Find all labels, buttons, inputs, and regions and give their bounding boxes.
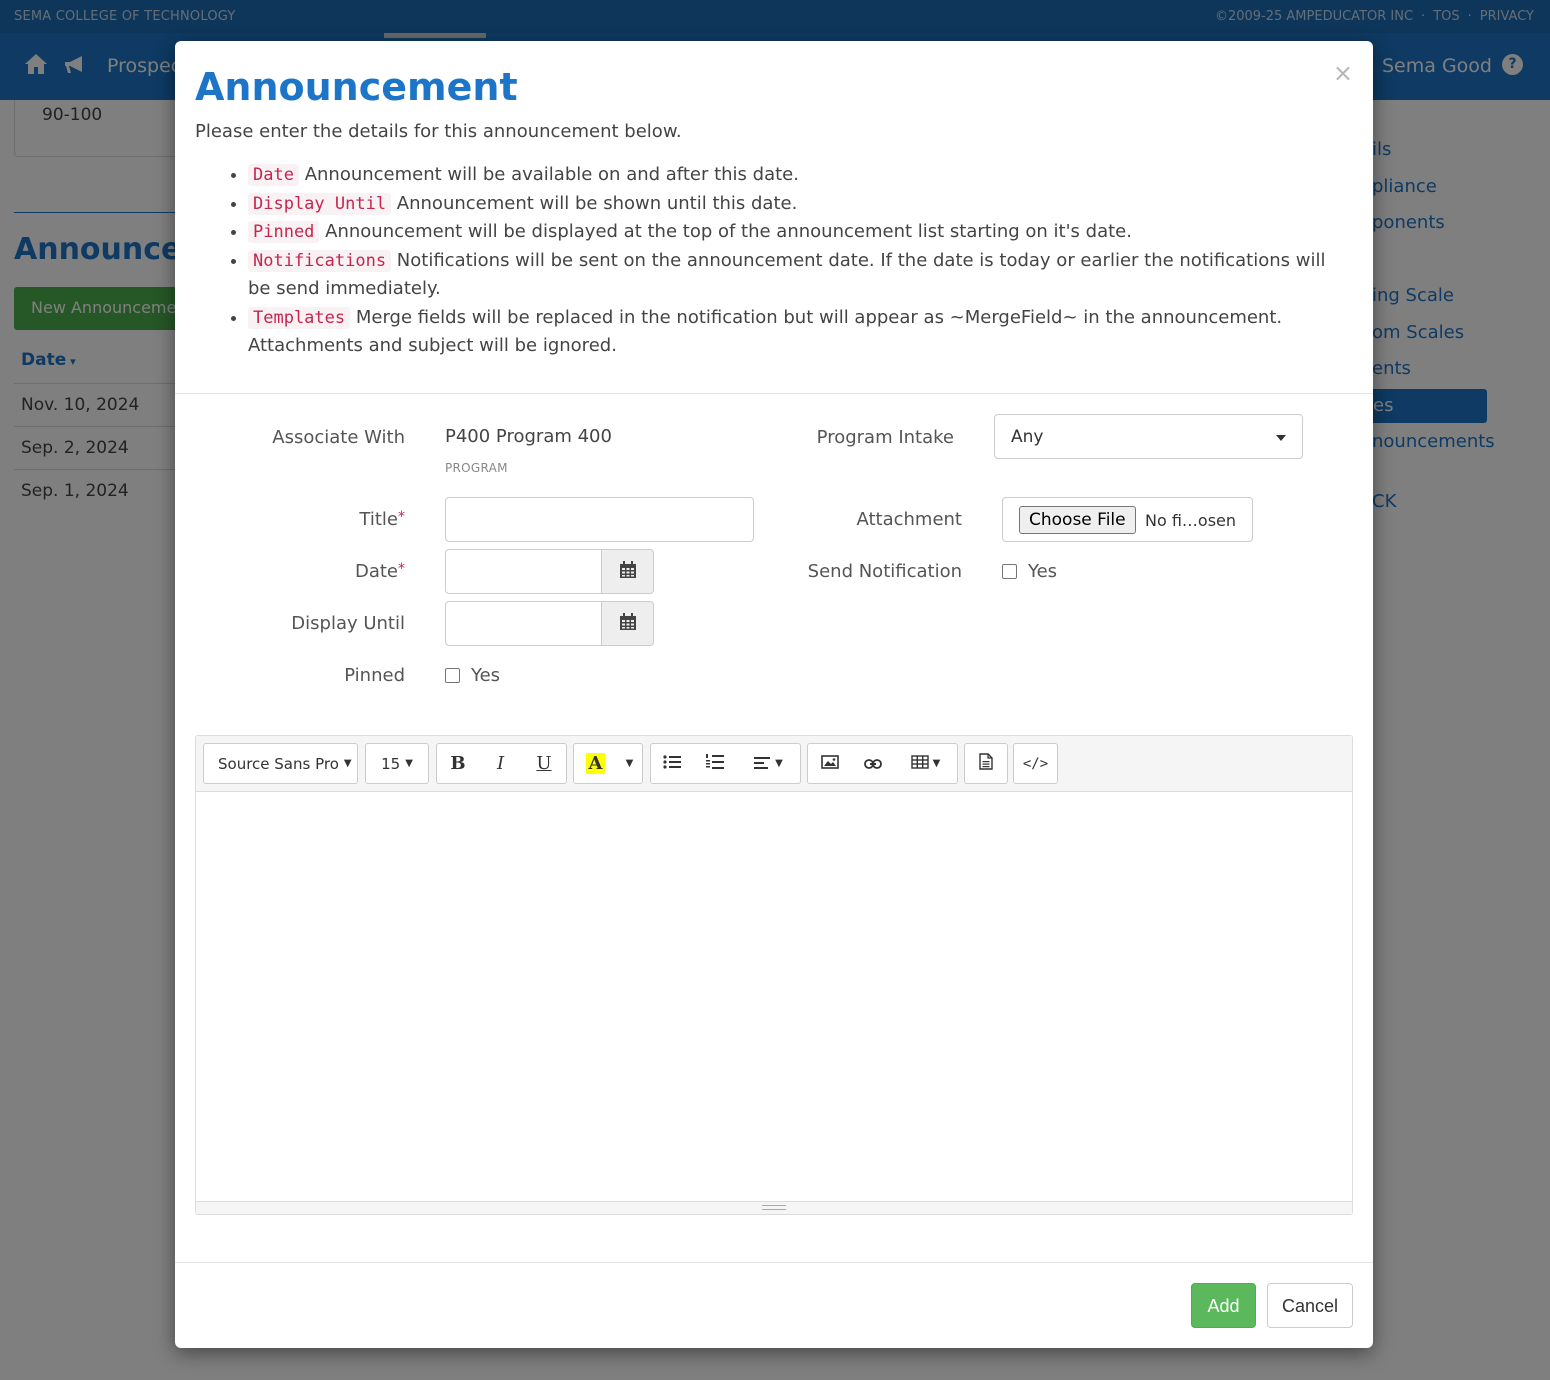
list-item — [248, 218, 1353, 247]
date-label — [355, 561, 405, 582]
help-text: Merge fields will be replaced in the notification but will appear as ~MergeField~ in the announcement. Attachments and subject will be ignored. — [248, 306, 1283, 356]
display-until-picker-button[interactable] — [601, 601, 654, 646]
font-family-value: Source Sans Pro — [218, 754, 339, 773]
caret-down-icon — [1276, 435, 1286, 441]
font-size-value: 15 — [381, 754, 401, 773]
date-input[interactable] — [445, 549, 603, 594]
program-intake-label: Program Intake — [816, 427, 954, 448]
align-left-icon — [754, 755, 770, 773]
display-until-input[interactable] — [445, 601, 603, 646]
associate-type: PROGRAM — [445, 461, 508, 475]
field-code: Pinned — [248, 221, 319, 243]
resize-grip-icon[interactable] — [762, 1205, 786, 1210]
list-item — [248, 247, 1353, 304]
display-until-label: Display Until — [291, 613, 405, 634]
pinned-option[interactable]: Yes — [471, 665, 501, 686]
document-icon — [979, 753, 993, 774]
help-text: Announcement will be available on and after this date. — [304, 164, 799, 185]
caret-down-icon: ▼ — [932, 758, 941, 769]
cancel-button[interactable]: Cancel — [1267, 1283, 1353, 1328]
field-code: Date — [248, 164, 299, 186]
image-icon — [821, 755, 839, 773]
pinned-label: Pinned — [344, 665, 405, 686]
program-intake-value: Any — [1011, 427, 1044, 447]
numbered-list-icon — [706, 754, 724, 774]
pinned-checkbox[interactable] — [445, 668, 460, 683]
help-text: Announcement will be displayed at the top of the announcement list starting on it's date. — [325, 221, 1132, 242]
insert-image-button[interactable] — [807, 743, 852, 784]
program-intake-select[interactable] — [994, 414, 1303, 459]
attachment-file-input[interactable] — [1002, 497, 1253, 542]
bullet-list-button[interactable] — [650, 743, 694, 784]
field-code: Notifications — [248, 250, 391, 272]
modal-title: Announcement — [195, 65, 518, 109]
divider — [175, 393, 1373, 394]
paragraph-align-dropdown[interactable] — [737, 743, 801, 784]
required-mark: * — [398, 509, 405, 525]
italic-button[interactable]: I — [479, 743, 523, 784]
highlight-color-dropdown[interactable] — [617, 743, 643, 784]
field-code: Display Until — [248, 193, 391, 215]
send-notification-label: Send Notification — [807, 561, 962, 582]
add-button[interactable]: Add — [1191, 1283, 1256, 1328]
list-item — [248, 161, 1353, 190]
required-mark: * — [398, 561, 405, 577]
editor-toolbar — [196, 736, 1352, 792]
font-family-dropdown[interactable] — [203, 743, 358, 784]
highlight-icon: A — [586, 753, 606, 774]
title-input[interactable] — [445, 497, 754, 542]
underline-button[interactable]: U — [522, 743, 567, 784]
editor-content-area[interactable] — [196, 792, 1352, 1201]
file-status: No fi…osen — [1145, 511, 1237, 530]
highlight-button[interactable] — [573, 743, 618, 784]
help-list — [248, 161, 1353, 361]
send-notification-option[interactable]: Yes — [1028, 561, 1058, 582]
caret-down-icon: ▼ — [625, 758, 634, 769]
date-picker-button[interactable] — [601, 549, 654, 594]
editor-resize-bar[interactable] — [196, 1201, 1352, 1214]
code-view-button[interactable]: </> — [1013, 743, 1058, 784]
modal-intro: Please enter the details for this announcement below. — [195, 121, 682, 142]
font-size-dropdown[interactable] — [365, 743, 429, 784]
close-icon[interactable]: × — [1332, 59, 1353, 87]
insert-table-dropdown[interactable] — [894, 743, 958, 784]
bullet-list-icon — [663, 755, 681, 773]
field-code: Templates — [248, 307, 350, 329]
numbered-list-button[interactable] — [693, 743, 738, 784]
date-label-text: Date — [354, 561, 398, 582]
choose-file-button[interactable]: Choose File — [1019, 506, 1136, 534]
associate-value: P400 Program 400 — [445, 426, 612, 447]
table-icon — [911, 755, 929, 773]
bold-button[interactable]: B — [436, 743, 480, 784]
send-notification-checkbox[interactable] — [1002, 564, 1017, 579]
calendar-icon — [619, 613, 637, 635]
list-item — [248, 304, 1353, 361]
template-button[interactable] — [964, 743, 1008, 784]
caret-down-icon: ▼ — [343, 758, 352, 769]
attachment-label: Attachment — [856, 509, 962, 530]
calendar-icon — [619, 561, 637, 583]
footer-divider — [175, 1262, 1373, 1263]
announcement-modal — [175, 41, 1373, 1348]
help-text: Announcement will be shown until this date. — [396, 192, 798, 214]
caret-down-icon: ▼ — [775, 758, 783, 769]
associate-with-label: Associate With — [272, 427, 405, 448]
insert-link-button[interactable] — [851, 743, 895, 784]
list-item — [248, 190, 1353, 219]
title-label — [359, 509, 405, 530]
rich-text-editor — [195, 735, 1353, 1215]
link-icon — [864, 755, 882, 773]
help-text: Notifications will be sent on the announcement date. If the date is today or earlier the notifications will be send immediately. — [248, 249, 1326, 299]
caret-down-icon: ▼ — [405, 758, 413, 769]
title-label-text: Title — [359, 509, 398, 530]
